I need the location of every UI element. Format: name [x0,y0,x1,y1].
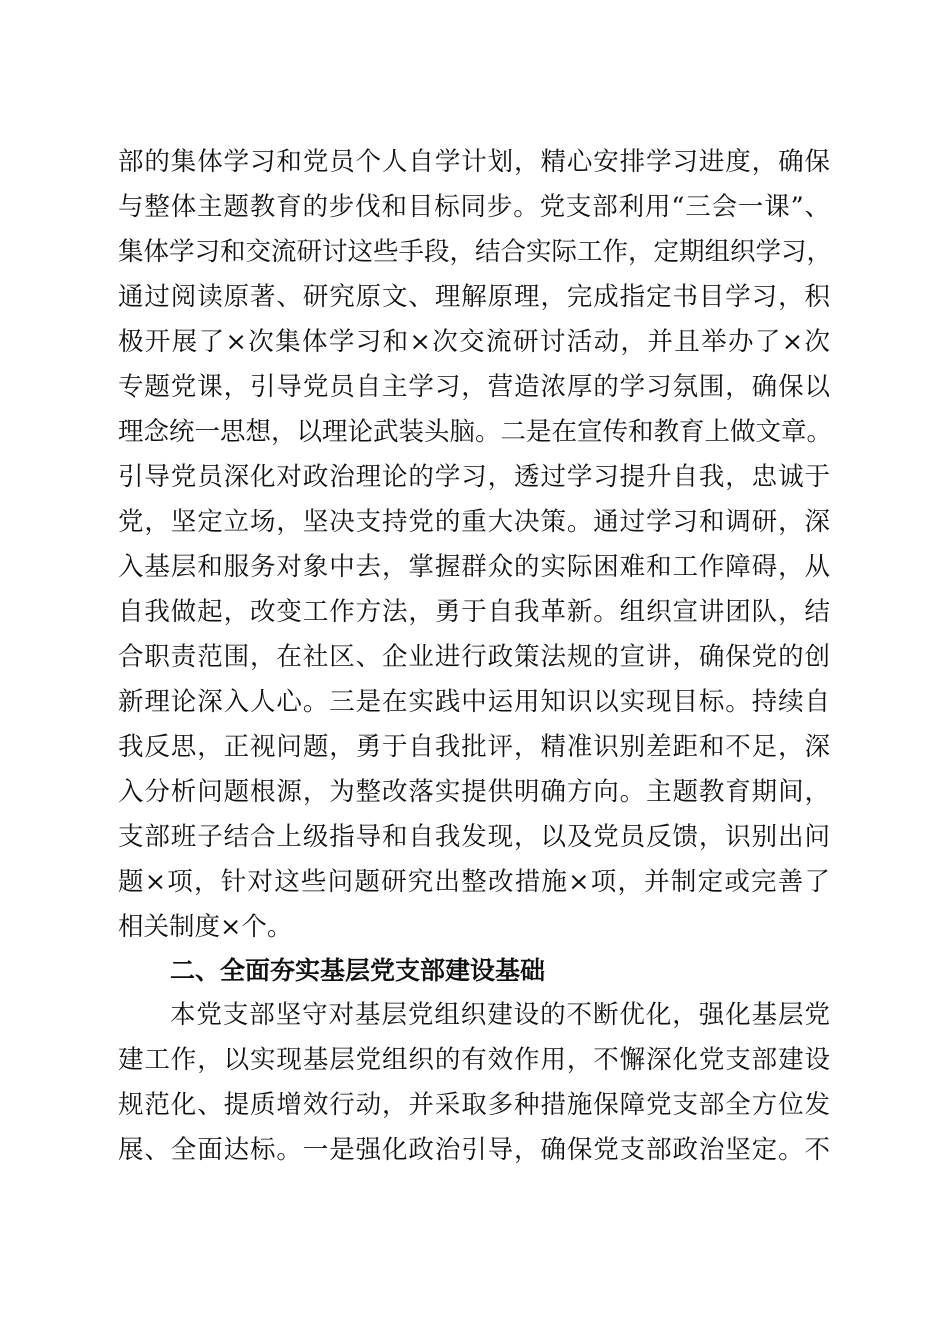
text-line: 与整体主题教育的步伐和目标同步。党支部利用“三会一课”、 [118,192,830,222]
section-heading: 二、全面夯实基层党支部建设基础 [170,956,546,985]
text-line: 规范化、提质增效行动，并采取多种措施保障党支部全方位发 [118,1090,830,1120]
text-line: 入分析问题根源，为整改落实提供明确方向。主题教育期间， [118,777,830,807]
text-line: 极开展了×次集体学习和×次交流研讨活动，并且举办了×次 [118,327,830,357]
text-line: 理念统一思想，以理论武装头脑。二是在宣传和教育上做文章。 [118,417,833,447]
text-line: 我反思，正视问题，勇于自我批评，精准识别差距和不足，深 [118,732,830,762]
text-line: 展、全面达标。一是强化政治引导，确保党支部政治坚定。不 [118,1135,830,1165]
text-line: 专题党课，引导党员自主学习，营造浓厚的学习氛围，确保以 [118,372,830,402]
text-line: 建工作，以实现基层党组织的有效作用，不懈深化党支部建设 [118,1045,830,1075]
text-line: 支部班子结合上级指导和自我发现，以及党员反馈，识别出问 [118,822,830,852]
text-line: 通过阅读原著、研究原文、理解原理，完成指定书目学习，积 [118,282,830,312]
text-line: 部的集体学习和党员个人自学计划，精心安排学习进度，确保 [118,147,830,177]
text-line: 自我做起，改变工作方法，勇于自我革新。组织宣讲团队，结 [118,597,830,627]
text-line: 题×项，针对这些问题研究出整改措施×项，并制定或完善了 [118,867,830,897]
text-line: 引导党员深化对政治理论的学习，透过学习提升自我，忠诚于 [118,462,830,492]
text-line: 入基层和服务对象中去，掌握群众的实际困难和工作障碍，从 [118,552,830,582]
text-line: 本党支部坚守对基层党组织建设的不断优化，强化基层党 [170,1000,830,1030]
text-line: 集体学习和交流研讨这些手段，结合实际工作，定期组织学习， [118,237,833,267]
text-line: 合职责范围，在社区、企业进行政策法规的宣讲，确保党的创 [118,642,830,672]
text-line: 新理论深入人心。三是在实践中运用知识以实现目标。持续自 [118,687,830,717]
text-line: 党，坚定立场，坚决支持党的重大决策。通过学习和调研，深 [118,507,830,537]
text-line: 相关制度×个。 [118,912,293,942]
